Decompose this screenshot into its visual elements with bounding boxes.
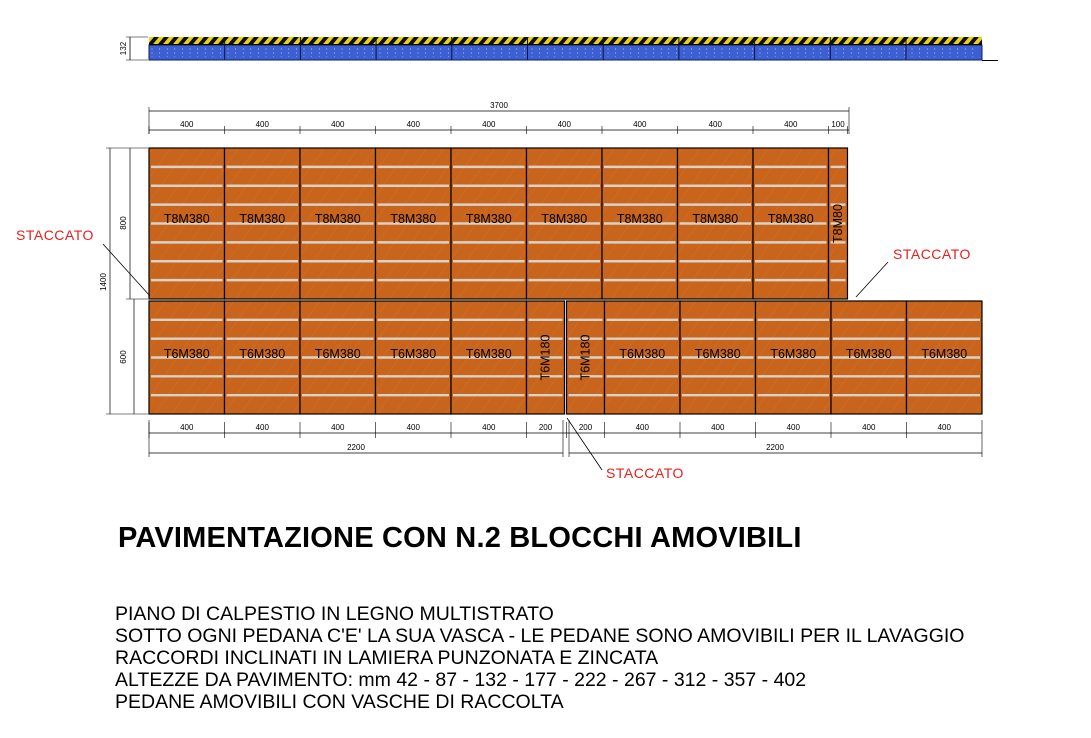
floor-panel bbox=[829, 148, 848, 299]
panel-label: T6M180 bbox=[578, 334, 593, 381]
floor-panel bbox=[602, 148, 678, 299]
panel-label: T6M380 bbox=[845, 347, 892, 362]
side-view-body bbox=[149, 45, 982, 60]
panel-label: T8M380 bbox=[616, 211, 663, 226]
total-width-label: 3700 bbox=[490, 101, 508, 110]
note-line: PIANO DI CALPESTIO IN LEGNO MULTISTRATO bbox=[115, 603, 554, 625]
floor-panel bbox=[149, 301, 225, 414]
upper-panel-row bbox=[149, 148, 848, 299]
notes-block bbox=[115, 603, 964, 713]
top-segment-label: 100 bbox=[831, 120, 845, 129]
floor-panel bbox=[567, 301, 605, 414]
note-line: RACCORDI INCLINATI IN LAMIERA PUNZONATA E ZINCATA bbox=[115, 647, 659, 669]
top-segment-label: 400 bbox=[784, 120, 798, 129]
panel-label: T8M380 bbox=[163, 211, 210, 226]
floor-panel bbox=[376, 301, 452, 414]
total-height-label: 1400 bbox=[99, 273, 108, 291]
floor-panel bbox=[300, 148, 376, 299]
upper-height-label: 800 bbox=[119, 216, 128, 230]
floor-panel bbox=[451, 148, 527, 299]
side-view bbox=[119, 37, 998, 61]
panel-label: T8M380 bbox=[239, 211, 286, 226]
top-segment-label: 400 bbox=[255, 120, 269, 129]
floor-panel bbox=[753, 148, 829, 299]
bottom-segment-label: 400 bbox=[331, 423, 345, 432]
floor-panel bbox=[300, 301, 376, 414]
staccato-right bbox=[856, 246, 971, 297]
floor-panel bbox=[756, 301, 832, 414]
left-dimensions bbox=[99, 148, 148, 414]
note-line: PEDANE AMOVIBILI CON VASCHE DI RACCOLTA bbox=[115, 691, 564, 713]
bottom-segment-label: 400 bbox=[255, 423, 269, 432]
side-view-hazard-strip bbox=[149, 37, 982, 44]
lower-panel-row bbox=[149, 301, 982, 414]
bottom-segment-label: 400 bbox=[786, 423, 800, 432]
panel-label: T6M380 bbox=[770, 347, 817, 362]
drawing-title: PAVIMENTAZIONE CON N.2 BLOCCHI AMOVIBILI bbox=[118, 522, 802, 554]
panel-label: T6M380 bbox=[619, 347, 666, 362]
bottom-segment-label: 400 bbox=[711, 423, 725, 432]
bottom-total-right-label: 2200 bbox=[766, 443, 784, 452]
panel-label: T6M380 bbox=[314, 347, 361, 362]
panel-label: T8M380 bbox=[767, 211, 814, 226]
top-segment-label: 400 bbox=[180, 120, 194, 129]
panel-label: T8M380 bbox=[465, 211, 512, 226]
bottom-segment-label: 400 bbox=[482, 423, 496, 432]
panel-label: T6M380 bbox=[465, 347, 512, 362]
floor-panel bbox=[605, 301, 681, 414]
floor-panel bbox=[680, 301, 756, 414]
floor-panel bbox=[907, 301, 983, 414]
staccato-left-label: STACCATO bbox=[16, 227, 94, 243]
staccato-bottom-label: STACCATO bbox=[606, 465, 684, 481]
note-line: ALTEZZE DA PAVIMENTO: mm 42 - 87 - 132 - 177 - 222 - 267 - 312 - 357 - 402 bbox=[115, 669, 807, 691]
floor-panel bbox=[149, 148, 225, 299]
top-segment-label: 400 bbox=[331, 120, 345, 129]
bottom-dimensions bbox=[149, 420, 982, 457]
panel-label: T6M380 bbox=[163, 347, 210, 362]
panel-label: T6M380 bbox=[239, 347, 286, 362]
panel-label: T6M380 bbox=[921, 347, 968, 362]
panel-label: T6M380 bbox=[694, 347, 741, 362]
panel-label: T8M380 bbox=[692, 211, 739, 226]
floor-panel bbox=[451, 301, 527, 414]
bottom-segment-label: 400 bbox=[180, 423, 194, 432]
panel-label: T8M380 bbox=[390, 211, 437, 226]
note-line: SOTTO OGNI PEDANA C'E' LA SUA VASCA - LE PEDANE SONO AMOVIBILI PER IL LAVAGGIO bbox=[115, 625, 965, 647]
top-segment-label: 400 bbox=[557, 120, 571, 129]
top-segment-label: 400 bbox=[406, 120, 420, 129]
bottom-segment-label: 200 bbox=[578, 423, 593, 432]
floor-panel bbox=[225, 301, 301, 414]
side-view-height-label: 132 bbox=[119, 41, 128, 56]
floor-panel bbox=[225, 148, 301, 299]
bottom-segment-label: 400 bbox=[635, 423, 649, 432]
top-dimensions bbox=[149, 101, 849, 134]
floor-panel bbox=[831, 301, 907, 414]
bottom-segment-label: 400 bbox=[862, 423, 876, 432]
staccato-right-label: STACCATO bbox=[893, 246, 971, 262]
bottom-segment-label: 400 bbox=[406, 423, 420, 432]
bottom-segment-label: 400 bbox=[937, 423, 951, 432]
top-segment-label: 400 bbox=[633, 120, 647, 129]
lower-height-label: 600 bbox=[119, 350, 128, 364]
panel-label: T8M380 bbox=[314, 211, 361, 226]
top-segment-label: 400 bbox=[708, 120, 722, 129]
panel-label: T8M380 bbox=[541, 211, 588, 226]
floor-panel bbox=[527, 301, 565, 414]
top-segment-label: 400 bbox=[482, 120, 496, 129]
floor-panel bbox=[527, 148, 603, 299]
panel-label: T8M80 bbox=[831, 204, 845, 243]
bottom-segment-label: 200 bbox=[538, 423, 553, 432]
panel-label: T6M380 bbox=[390, 347, 437, 362]
panel-label: T6M180 bbox=[538, 334, 553, 381]
bottom-total-left-label: 2200 bbox=[347, 443, 365, 452]
floor-panel bbox=[376, 148, 452, 299]
floor-panel bbox=[678, 148, 754, 299]
